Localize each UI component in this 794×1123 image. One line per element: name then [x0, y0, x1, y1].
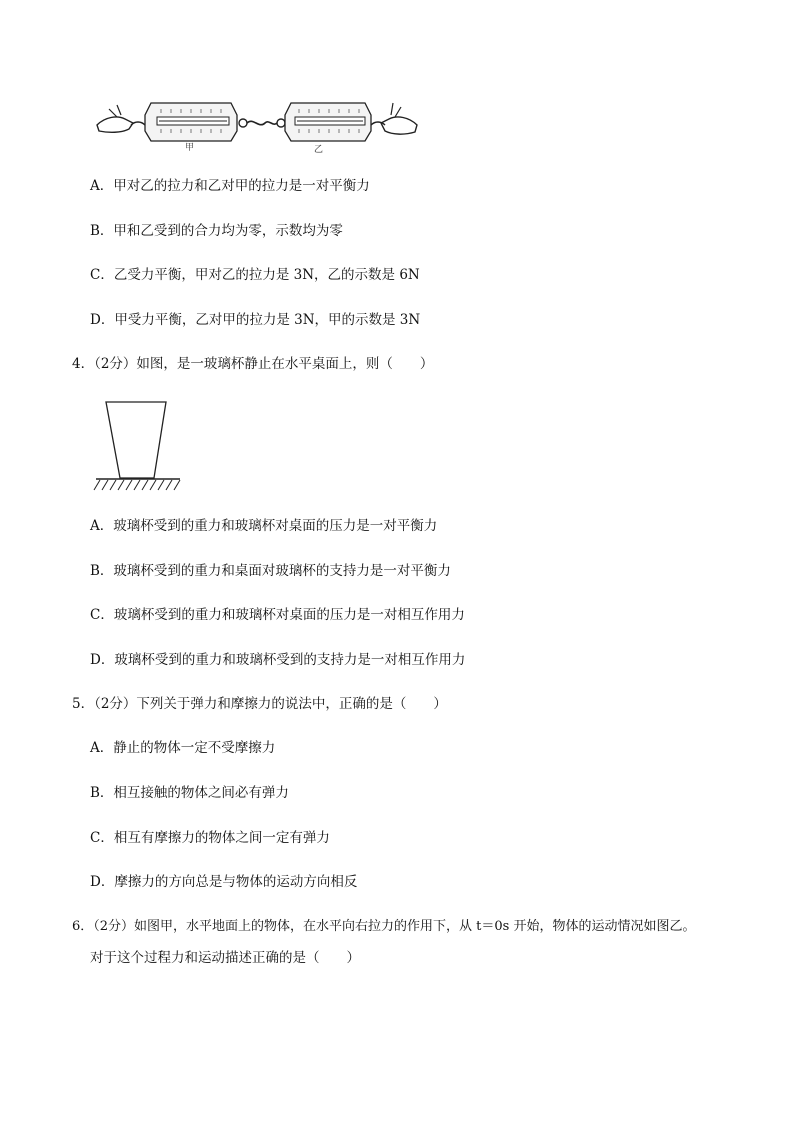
q5-option-c[interactable]: C．相互有摩擦力的物体之间一定有弹力 [90, 830, 330, 846]
q5-stem: 5．（2分）下列关于弹力和摩擦力的说法中，正确的是（ ） [72, 696, 447, 712]
scale-label-right: 乙 [314, 145, 324, 155]
q6-stem-line1: 6．（2分）如图甲，水平地面上的物体，在水平向右拉力的作用下，从 t＝0s 开始，物体的运动情况如图乙。 [72, 919, 696, 934]
q4-stem: 4．（2分）如图，是一玻璃杯静止在水平桌面上，则（ ） [72, 356, 434, 372]
q4-option-b[interactable]: B．玻璃杯受到的重力和桌面对玻璃杯的支持力是一对平衡力 [90, 563, 451, 579]
q4-option-c[interactable]: C．玻璃杯受到的重力和玻璃杯对桌面的压力是一对相互作用力 [90, 607, 465, 623]
q3-option-c[interactable]: C．乙受力平衡，甲对乙的拉力是 3N，乙的示数是 6N [90, 267, 420, 283]
q3-option-a[interactable]: A．甲对乙的拉力和乙对甲的拉力是一对平衡力 [90, 178, 370, 194]
q4-option-a[interactable]: A．玻璃杯受到的重力和玻璃杯对桌面的压力是一对平衡力 [90, 518, 438, 534]
q5-option-d[interactable]: D．摩擦力的方向总是与物体的运动方向相反 [90, 874, 358, 890]
glass-on-table-figure [92, 398, 184, 494]
q5-option-b[interactable]: B．相互接触的物体之间必有弹力 [90, 785, 289, 801]
q3-option-b[interactable]: B．甲和乙受到的合力均为零，示数均为零 [90, 223, 343, 239]
right-hand-icon [381, 117, 417, 134]
spring-scales-figure [95, 95, 420, 155]
q3-option-d[interactable]: D．甲受力平衡，乙对甲的拉力是 3N，甲的示数是 3N [90, 312, 421, 328]
q4-option-d[interactable]: D．玻璃杯受到的重力和玻璃杯受到的支持力是一对相互作用力 [90, 652, 466, 668]
glass-icon [106, 402, 166, 478]
left-hand-icon [97, 117, 133, 132]
q5-option-a[interactable]: A．静止的物体一定不受摩擦力 [90, 740, 276, 756]
scale-label-left: 甲 [185, 143, 195, 153]
q6-stem-line2: 对于这个过程力和运动描述正确的是（ ） [90, 950, 360, 966]
